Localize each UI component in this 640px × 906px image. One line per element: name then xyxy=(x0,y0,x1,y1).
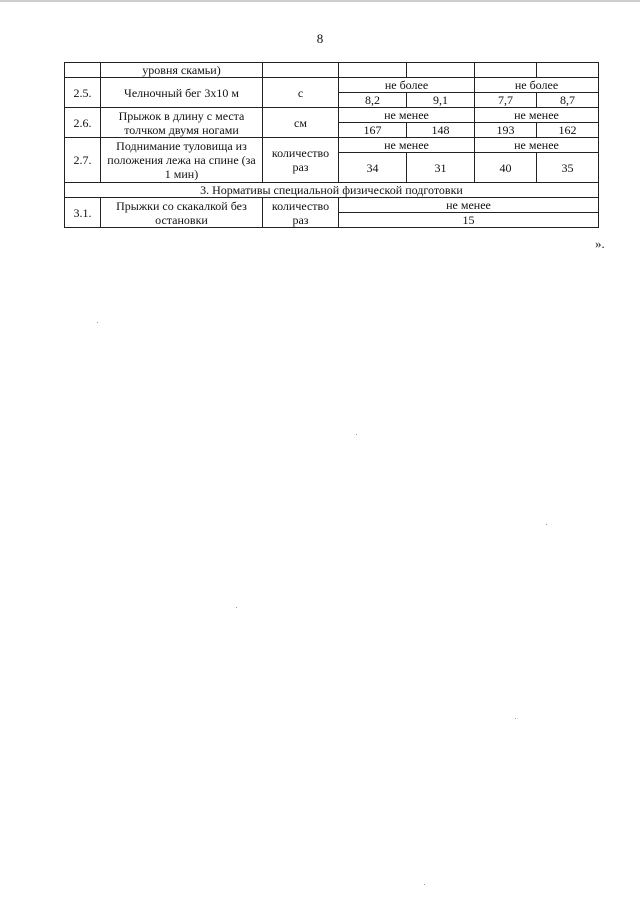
table-row-3-1 xyxy=(65,198,599,213)
row-number: 2.7. xyxy=(65,138,101,183)
group2-condition: не более xyxy=(475,78,599,93)
group2-condition: не менее xyxy=(475,138,599,153)
section-3-title: 3. Нормативы специальной физической подготовки xyxy=(65,183,599,198)
exercise-name: Челночный бег 3х10 м xyxy=(101,78,263,108)
group2-value-b: 35 xyxy=(537,153,599,183)
group2-value-a: 40 xyxy=(475,153,537,183)
scan-speck xyxy=(356,434,357,435)
table-row-continued xyxy=(65,63,599,78)
norms-table xyxy=(64,62,599,228)
group1-value-b: 9,1 xyxy=(407,93,475,108)
value: 15 xyxy=(339,213,599,228)
group1-value-b: 148 xyxy=(407,123,475,138)
group1-value-a: 8,2 xyxy=(339,93,407,108)
continued-text: уровня скамьи) xyxy=(101,63,263,78)
unit: количество раз xyxy=(263,198,339,228)
scan-speck xyxy=(546,524,547,525)
row-number: 2.5. xyxy=(65,78,101,108)
table-row-2-6 xyxy=(65,108,599,123)
scan-speck xyxy=(236,607,237,608)
unit: с xyxy=(263,78,339,108)
exercise-name: Прыжки со скакалкой без остановки xyxy=(101,198,263,228)
group1-condition: не менее xyxy=(339,138,475,153)
group1-value-a: 167 xyxy=(339,123,407,138)
page-number: 8 xyxy=(316,31,324,46)
unit: см xyxy=(263,108,339,138)
cell-empty xyxy=(339,63,407,78)
table-row-2-7 xyxy=(65,138,599,153)
group2-condition: не менее xyxy=(475,108,599,123)
top-edge-line xyxy=(0,0,640,2)
exercise-name: Прыжок в длину с места толчком двумя ногами xyxy=(101,108,263,138)
group1-condition: не менее xyxy=(339,108,475,123)
group2-value-a: 7,7 xyxy=(475,93,537,108)
section-header-row xyxy=(65,183,599,198)
scan-speck xyxy=(97,322,98,323)
row-number: 3.1. xyxy=(65,198,101,228)
cell-empty xyxy=(65,63,101,78)
group1-condition: не более xyxy=(339,78,475,93)
cell-empty xyxy=(407,63,475,78)
unit: количество раз xyxy=(263,138,339,183)
group1-value-a: 34 xyxy=(339,153,407,183)
row-number: 2.6. xyxy=(65,108,101,138)
condition: не менее xyxy=(339,198,599,213)
cell-empty xyxy=(475,63,537,78)
closing-quote-mark: ». xyxy=(595,236,605,251)
cell-empty xyxy=(263,63,339,78)
group1-value-b: 31 xyxy=(407,153,475,183)
group2-value-b: 162 xyxy=(537,123,599,138)
table-row-2-5 xyxy=(65,78,599,93)
cell-empty xyxy=(537,63,599,78)
scan-speck xyxy=(424,884,425,885)
scan-speck xyxy=(515,718,516,719)
exercise-name: Поднимание туловища из положения лежа на спине (за 1 мин) xyxy=(101,138,263,183)
group2-value-a: 193 xyxy=(475,123,537,138)
group2-value-b: 8,7 xyxy=(537,93,599,108)
